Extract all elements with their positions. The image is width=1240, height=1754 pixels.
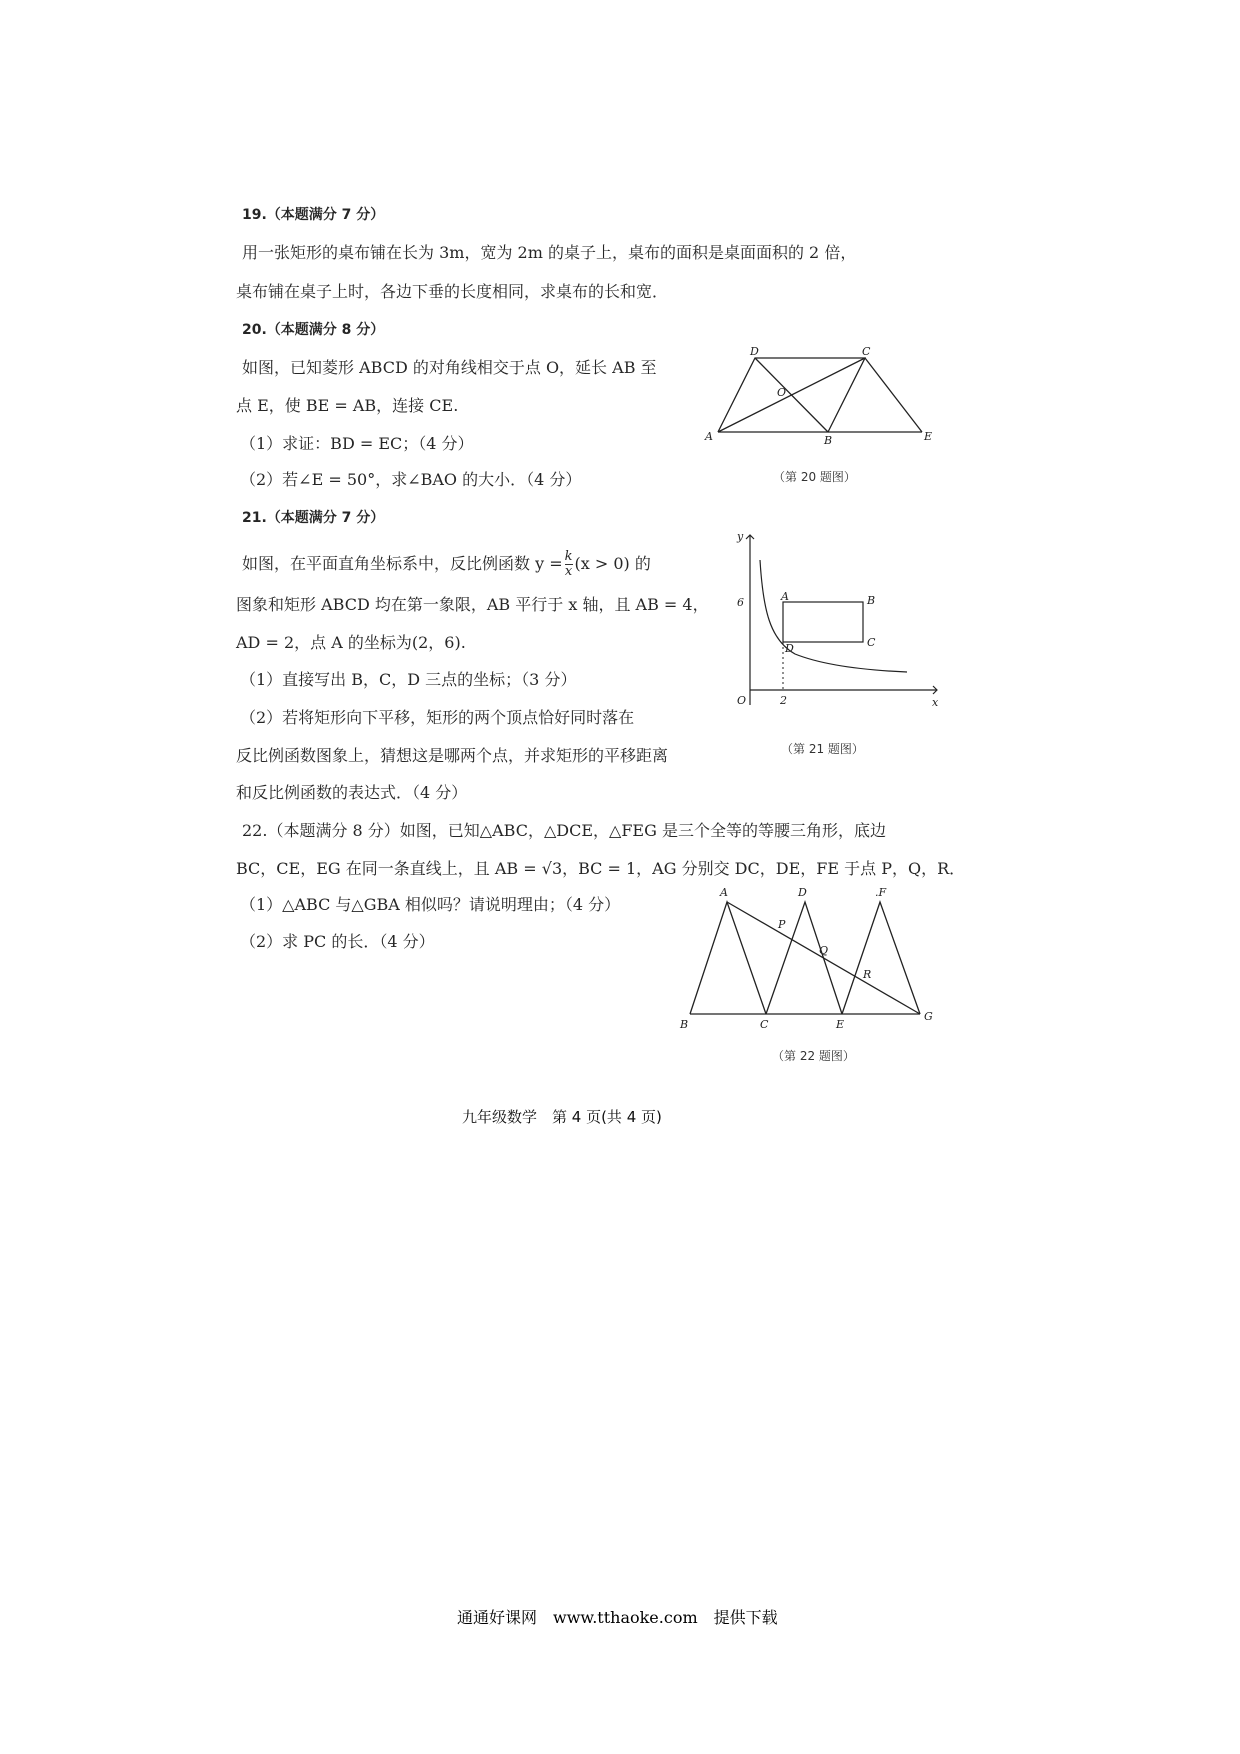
q21-label-y: y <box>737 530 744 543</box>
q21-line1 <box>242 550 651 579</box>
q22-label-q: Q <box>819 944 829 957</box>
q22-line2: BC，CE，EG 在同一条直线上，且 AB = √3，BC = 1，AG 分别交 DC，DE，FE 于点 P，Q，R． <box>236 859 966 878</box>
q20-label-e: E <box>924 430 933 443</box>
rhombus-figure <box>700 345 940 445</box>
fraction-k-over-x <box>565 550 573 579</box>
q22-label-f: .F <box>875 886 887 899</box>
q19-line1: 用一张矩形的桌布铺在长为 3m，宽为 2m 的桌子上，桌布的面积是桌面面积的 2 倍， <box>242 243 857 262</box>
q20-caption: （第 20 题图） <box>773 470 856 484</box>
q21-caption: （第 21 题图） <box>781 742 864 756</box>
q21-part1: （1）直接写出 B，C，D 三点的坐标；（3 分） <box>240 670 577 689</box>
q20-line2: 点 E，使 BE = AB，连接 CE. <box>236 396 459 415</box>
q20-label-o: O <box>777 386 787 399</box>
q20-label-d: D <box>750 345 759 358</box>
q21-label-two: 2 <box>780 694 787 707</box>
q22-caption: （第 22 题图） <box>772 1049 855 1063</box>
q22-label-e: E <box>836 1018 845 1030</box>
download-source-line: 通通好课网 www.tthaoke.com 提供下载 <box>457 1608 778 1627</box>
triangles-figure <box>672 880 942 1030</box>
q21-label-six: 6 <box>737 596 744 609</box>
q22-line1: 22.（本题满分 8 分）如图，已知△ABC，△DCE，△FEG 是三个全等的等腰三角形，底边 <box>242 821 886 840</box>
q20-label-b: B <box>824 434 833 445</box>
page-footer: 九年级数学 第 4 页(共 4 页) <box>462 1108 662 1126</box>
q22-part2: （2）求 PC 的长．（4 分） <box>240 932 435 951</box>
q21-part2-line3: 和反比例函数的表达式．（4 分） <box>236 783 468 802</box>
q21-heading: 21.（本题满分 7 分） <box>242 510 385 526</box>
q20-part2: （2）若∠E = 50°，求∠BAO 的大小．（4 分） <box>240 470 582 489</box>
q22-label-b: B <box>680 1018 689 1030</box>
q22-label-p: P <box>778 918 786 931</box>
q21-label-x: x <box>932 696 939 709</box>
q22-part1: （1）△ABC 与△GBA 相似吗？请说明理由；（4 分） <box>240 895 621 914</box>
q20-heading: 20.（本题满分 8 分） <box>242 322 385 338</box>
q22-label-g: G <box>924 1010 933 1023</box>
q21-label-origin: O <box>737 694 747 707</box>
q20-line1: 如图，已知菱形 ABCD 的对角线相交于点 O，延长 AB 至 <box>242 358 657 377</box>
q21-label-b: B <box>867 594 876 607</box>
q20-part1: （1）求证：BD = EC；（4 分） <box>240 434 474 453</box>
q21-line2: 图象和矩形 ABCD 均在第一象限，AB 平行于 x 轴，且 AB = 4， <box>236 595 709 614</box>
fraction-numerator: k <box>564 549 573 564</box>
q21-line1-cond: (x > 0) 的 <box>574 554 651 573</box>
q22-label-r: R <box>863 968 872 981</box>
q21-label-c: C <box>867 636 876 649</box>
q20-label-a: A <box>705 430 713 443</box>
q21-part2-line2: 反比例函数图象上，猜想这是哪两个点，并求矩形的平移距离 <box>236 746 669 765</box>
q21-line1-text: 如图，在平面直角坐标系中，反比例函数 y = <box>242 554 563 573</box>
q21-label-d: D <box>785 642 794 655</box>
q22-label-d: D <box>798 886 807 899</box>
q20-label-c: C <box>862 345 871 358</box>
q21-part2-line1: （2）若将矩形向下平移，矩形的两个顶点恰好同时落在 <box>240 708 635 727</box>
q22-label-a: A <box>720 886 728 899</box>
fraction-denominator: x <box>564 564 573 579</box>
coordinate-figure <box>725 530 945 710</box>
q19-line2: 桌布铺在桌子上时，各边下垂的长度相同，求桌布的长和宽． <box>236 282 669 301</box>
q22-label-c: C <box>760 1018 769 1030</box>
q21-label-a: A <box>781 590 789 603</box>
q19-heading: 19.（本题满分 7 分） <box>242 207 385 223</box>
q21-line3: AD = 2，点 A 的坐标为(2，6). <box>236 633 466 652</box>
